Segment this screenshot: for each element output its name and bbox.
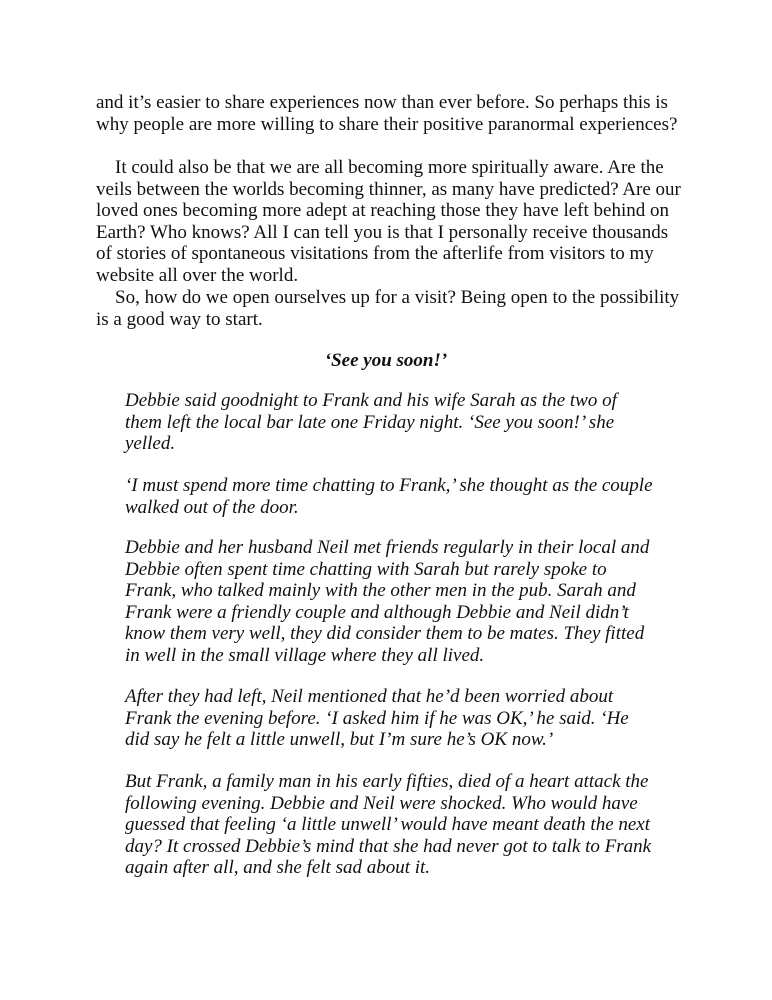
body-paragraph: It could also be that we are all becoming more spiritually aware. Are the veils between the worlds becoming thinner, as many have predicted? Are our loved ones becoming more adept at reaching those they have left behind on Earth? Who knows? All I can tell you is that I personally receive thousands of stories of spontaneous visitations from the afterlife from visitors to my website all over the world. <box>96 157 681 286</box>
story-paragraph: But Frank, a family man in his early fifties, died of a heart attack the following evening. Debbie and Neil were shocked. Who would have guessed that feeling ‘a little unwell’ would have meant death the next day? It crossed Debbie’s mind that she had never got to talk to Frank again after all, and she felt sad about it. <box>125 771 652 879</box>
body-paragraph: So, how do we open ourselves up for a visit? Being open to the possibility is a good way to start. <box>96 287 680 330</box>
section-title: ‘See you soon!’ <box>324 350 448 371</box>
story-paragraph: After they had left, Neil mentioned that he’d been worried about Frank the evening before. ‘I asked him if he was OK,’ he said. ‘He did say he felt a little unwell, but I’m sure he’s OK now.’ <box>125 686 629 751</box>
story-paragraph: ‘I must spend more time chatting to Frank,’ she thought as the couple walked out of the door. <box>125 475 653 518</box>
story-paragraph: Debbie said goodnight to Frank and his wife Sarah as the two of them left the local bar late one Friday night. ‘See you soon!’ she yelled. <box>125 390 617 455</box>
story-paragraph: Debbie and her husband Neil met friends regularly in their local and Debbie often spent time chatting with Sarah but rarely spoke to Frank, who talked mainly with the other men in the pub. Sarah and Frank were a friendly couple and although Debbie and Neil didn’t know them very well, they did consider them to be mates. They fitted in well in the small village where they all lived. <box>125 537 650 666</box>
body-paragraph: and it’s easier to share experiences now than ever before. So perhaps this is why people are more willing to share their positive paranormal experiences? <box>96 92 678 135</box>
